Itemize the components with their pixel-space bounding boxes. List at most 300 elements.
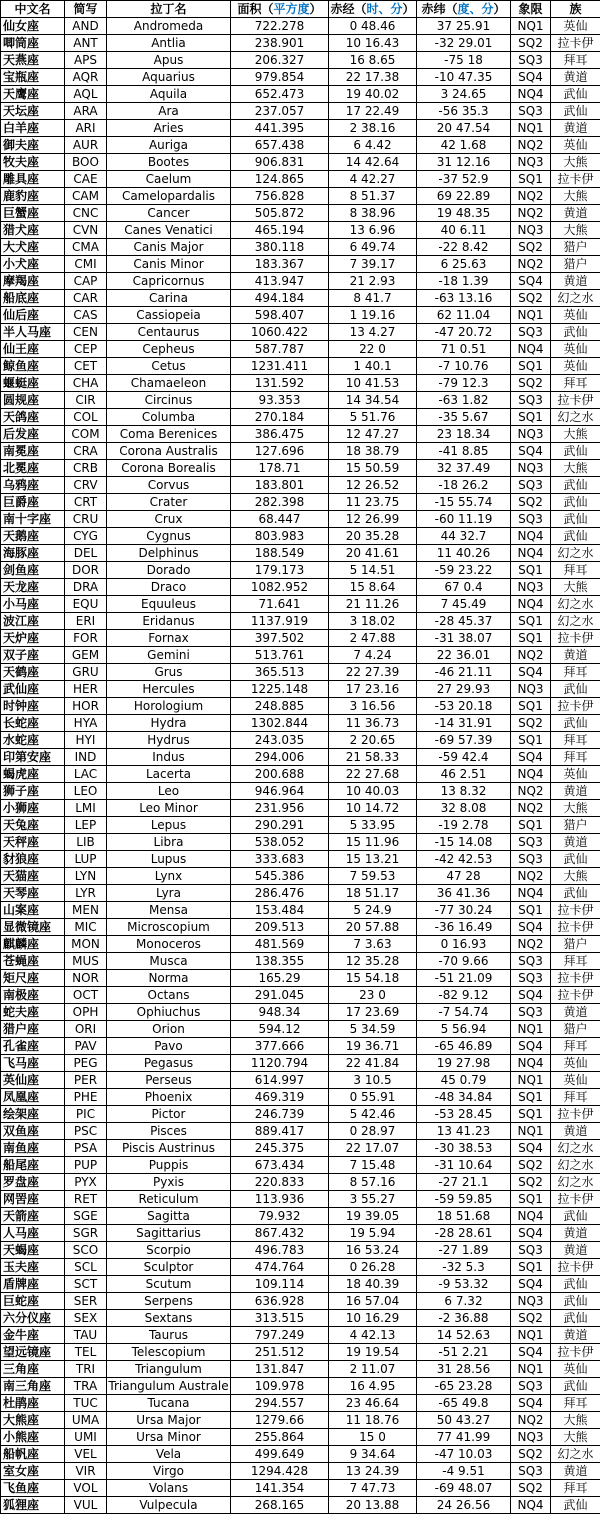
declination-cell: -48 34.84 (417, 1089, 511, 1106)
right-ascension-cell: 5 42.46 (329, 1106, 417, 1123)
right-ascension-cell: 12 26.52 (329, 477, 417, 494)
area-cell: 386.475 (231, 426, 329, 443)
abbreviation-cell: RET (65, 1191, 107, 1208)
chinese-name-cell: 巨蛇座 (1, 1293, 65, 1310)
quadrant-cell: NQ3 (511, 1293, 551, 1310)
area-cell: 255.864 (231, 1429, 329, 1446)
chinese-name-cell: 船底座 (1, 290, 65, 307)
chinese-name-cell: 猎犬座 (1, 222, 65, 239)
quadrant-cell: NQ2 (511, 1412, 551, 1429)
quadrant-cell: NQ2 (511, 256, 551, 273)
latin-name-cell: Draco (107, 579, 231, 596)
chinese-name-cell: 六分仪座 (1, 1310, 65, 1327)
abbreviation-cell: CYG (65, 528, 107, 545)
right-ascension-cell: 11 36.73 (329, 715, 417, 732)
family-cell: 武仙 (551, 1276, 600, 1293)
area-cell: 251.512 (231, 1344, 329, 1361)
table-row (1, 256, 600, 273)
declination-cell: -70 9.66 (417, 953, 511, 970)
right-ascension-cell: 19 5.94 (329, 1225, 417, 1242)
declination-cell: 13 41.23 (417, 1123, 511, 1140)
area-cell: 365.513 (231, 664, 329, 681)
declination-cell: 69 22.89 (417, 188, 511, 205)
family-cell: 拉卡伊 (551, 1344, 600, 1361)
table-row (1, 953, 600, 970)
area-cell: 294.006 (231, 749, 329, 766)
declination-cell: -28 45.37 (417, 613, 511, 630)
latin-name-cell: Corona Australis (107, 443, 231, 460)
quadrant-cell: NQ2 (511, 868, 551, 885)
family-cell: 大熊 (551, 1429, 600, 1446)
abbreviation-cell: ARA (65, 103, 107, 120)
right-ascension-cell: 21 11.26 (329, 596, 417, 613)
family-cell: 大熊 (551, 154, 600, 171)
quadrant-cell: NQ1 (511, 1072, 551, 1089)
table-row (1, 171, 600, 188)
right-ascension-cell: 7 59.53 (329, 868, 417, 885)
chinese-name-cell: 船帆座 (1, 1446, 65, 1463)
area-cell: 594.12 (231, 1021, 329, 1038)
right-ascension-cell: 6 4.42 (329, 137, 417, 154)
abbreviation-cell: PSA (65, 1140, 107, 1157)
latin-name-cell: Canis Major (107, 239, 231, 256)
quadrant-cell: SQ3 (511, 477, 551, 494)
right-ascension-cell: 21 58.33 (329, 749, 417, 766)
declination-cell: 37 25.91 (417, 18, 511, 35)
declination-cell: 71 0.51 (417, 341, 511, 358)
area-cell: 270.184 (231, 409, 329, 426)
declination-cell: -18 1.39 (417, 273, 511, 290)
family-cell: 大熊 (551, 868, 600, 885)
latin-name-cell: Canes Venatici (107, 222, 231, 239)
latin-name-cell: Leo Minor (107, 800, 231, 817)
family-cell: 拜耳 (551, 732, 600, 749)
family-cell: 武仙 (551, 443, 600, 460)
chinese-name-cell: 蝘蜓座 (1, 375, 65, 392)
declination-cell: -47 10.03 (417, 1446, 511, 1463)
header-chinese-name: 中文名 (1, 1, 65, 18)
declination-cell: -15 14.08 (417, 834, 511, 851)
chinese-name-cell: 雕具座 (1, 171, 65, 188)
chinese-name-cell: 蝎虎座 (1, 766, 65, 783)
abbreviation-cell: SCT (65, 1276, 107, 1293)
declination-cell: 24 26.56 (417, 1497, 511, 1514)
area-cell: 246.739 (231, 1106, 329, 1123)
table-row (1, 545, 600, 562)
area-cell: 494.184 (231, 290, 329, 307)
latin-name-cell: Sculptor (107, 1259, 231, 1276)
area-cell: 598.407 (231, 307, 329, 324)
quadrant-cell: SQ1 (511, 409, 551, 426)
quadrant-cell: SQ3 (511, 1378, 551, 1395)
abbreviation-cell: LEO (65, 783, 107, 800)
table-row (1, 69, 600, 86)
area-cell: 499.649 (231, 1446, 329, 1463)
area-cell: 248.885 (231, 698, 329, 715)
family-cell: 英仙 (551, 307, 600, 324)
abbreviation-cell: SEX (65, 1310, 107, 1327)
declination-cell: -36 16.49 (417, 919, 511, 936)
area-cell: 127.696 (231, 443, 329, 460)
quadrant-cell: SQ3 (511, 511, 551, 528)
quadrant-cell: SQ2 (511, 715, 551, 732)
abbreviation-cell: TRA (65, 1378, 107, 1395)
table-row (1, 205, 600, 222)
area-cell: 333.683 (231, 851, 329, 868)
family-cell: 大熊 (551, 1412, 600, 1429)
area-cell: 797.249 (231, 1327, 329, 1344)
table-row (1, 1089, 600, 1106)
right-ascension-cell: 2 20.65 (329, 732, 417, 749)
right-ascension-cell: 1 40.1 (329, 358, 417, 375)
chinese-name-cell: 御夫座 (1, 137, 65, 154)
family-cell: 大熊 (551, 460, 600, 477)
latin-name-cell: Columba (107, 409, 231, 426)
chinese-name-cell: 天琴座 (1, 885, 65, 902)
declination-cell: -27 1.89 (417, 1242, 511, 1259)
abbreviation-cell: CMA (65, 239, 107, 256)
right-ascension-cell: 19 39.05 (329, 1208, 417, 1225)
abbreviation-cell: MUS (65, 953, 107, 970)
quadrant-cell: SQ2 (511, 375, 551, 392)
table-row (1, 511, 600, 528)
table-row (1, 766, 600, 783)
chinese-name-cell: 望远镜座 (1, 1344, 65, 1361)
chinese-name-cell: 小熊座 (1, 1429, 65, 1446)
quadrant-cell: SQ3 (511, 834, 551, 851)
table-row (1, 664, 600, 681)
declination-cell: 22 36.01 (417, 647, 511, 664)
abbreviation-cell: PHE (65, 1089, 107, 1106)
chinese-name-cell: 大熊座 (1, 1412, 65, 1429)
quadrant-cell: NQ4 (511, 1055, 551, 1072)
area-cell: 948.34 (231, 1004, 329, 1021)
table-row (1, 494, 600, 511)
right-ascension-cell: 12 26.99 (329, 511, 417, 528)
latin-name-cell: Reticulum (107, 1191, 231, 1208)
chinese-name-cell: 天坛座 (1, 103, 65, 120)
area-cell: 294.557 (231, 1395, 329, 1412)
latin-name-cell: Cygnus (107, 528, 231, 545)
right-ascension-cell: 20 57.88 (329, 919, 417, 936)
abbreviation-cell: CRT (65, 494, 107, 511)
quadrant-cell: NQ4 (511, 86, 551, 103)
chinese-name-cell: 罗盘座 (1, 1174, 65, 1191)
family-cell: 拜耳 (551, 1480, 600, 1497)
chinese-name-cell: 仙后座 (1, 307, 65, 324)
area-cell: 803.983 (231, 528, 329, 545)
chinese-name-cell: 水蛇座 (1, 732, 65, 749)
chinese-name-cell: 剑鱼座 (1, 562, 65, 579)
table-row (1, 52, 600, 69)
abbreviation-cell: PIC (65, 1106, 107, 1123)
area-cell: 413.947 (231, 273, 329, 290)
abbreviation-cell: TUC (65, 1395, 107, 1412)
chinese-name-cell: 巨爵座 (1, 494, 65, 511)
latin-name-cell: Perseus (107, 1072, 231, 1089)
table-row (1, 1395, 600, 1412)
right-ascension-cell: 3 18.02 (329, 613, 417, 630)
quadrant-cell: NQ3 (511, 1429, 551, 1446)
chinese-name-cell: 天燕座 (1, 52, 65, 69)
area-cell: 131.592 (231, 375, 329, 392)
table-row (1, 1378, 600, 1395)
chinese-name-cell: 南冕座 (1, 443, 65, 460)
right-ascension-cell: 18 38.79 (329, 443, 417, 460)
right-ascension-cell: 22 41.84 (329, 1055, 417, 1072)
area-cell: 165.29 (231, 970, 329, 987)
chinese-name-cell: 天鹅座 (1, 528, 65, 545)
quadrant-cell: NQ1 (511, 1123, 551, 1140)
area-cell: 465.194 (231, 222, 329, 239)
right-ascension-cell: 8 57.16 (329, 1174, 417, 1191)
right-ascension-cell: 3 10.5 (329, 1072, 417, 1089)
family-cell: 幻之水 (551, 1140, 600, 1157)
quadrant-cell: SQ3 (511, 52, 551, 69)
table-row (1, 1106, 600, 1123)
abbreviation-cell: ERI (65, 613, 107, 630)
family-cell: 武仙 (551, 681, 600, 698)
latin-name-cell: Horologium (107, 698, 231, 715)
chinese-name-cell: 武仙座 (1, 681, 65, 698)
right-ascension-cell: 7 47.73 (329, 1480, 417, 1497)
family-cell: 武仙 (551, 103, 600, 120)
table-row (1, 392, 600, 409)
table-row (1, 834, 600, 851)
latin-name-cell: Capricornus (107, 273, 231, 290)
declination-cell: 32 37.49 (417, 460, 511, 477)
table-row (1, 851, 600, 868)
quadrant-cell: SQ1 (511, 817, 551, 834)
area-cell: 441.395 (231, 120, 329, 137)
latin-name-cell: Antlia (107, 35, 231, 52)
area-cell: 141.354 (231, 1480, 329, 1497)
abbreviation-cell: LIB (65, 834, 107, 851)
family-cell: 武仙 (551, 86, 600, 103)
latin-name-cell: Caelum (107, 171, 231, 188)
latin-name-cell: Tucana (107, 1395, 231, 1412)
family-cell: 拉卡伊 (551, 1259, 600, 1276)
quadrant-cell: NQ4 (511, 545, 551, 562)
table-row (1, 341, 600, 358)
abbreviation-cell: CAS (65, 307, 107, 324)
table-row (1, 1361, 600, 1378)
abbreviation-cell: AQL (65, 86, 107, 103)
family-cell: 黄道 (551, 647, 600, 664)
header-area: 面积（平方度） (231, 1, 329, 18)
family-cell: 猎户 (551, 1021, 600, 1038)
family-cell: 大熊 (551, 579, 600, 596)
chinese-name-cell: 天箭座 (1, 1208, 65, 1225)
family-cell: 武仙 (551, 1310, 600, 1327)
chinese-name-cell: 三角座 (1, 1361, 65, 1378)
right-ascension-cell: 15 11.96 (329, 834, 417, 851)
table-row (1, 732, 600, 749)
chinese-name-cell: 印第安座 (1, 749, 65, 766)
declination-cell: -65 46.89 (417, 1038, 511, 1055)
area-cell: 109.114 (231, 1276, 329, 1293)
table-row (1, 1497, 600, 1514)
latin-name-cell: Orion (107, 1021, 231, 1038)
latin-name-cell: Auriga (107, 137, 231, 154)
abbreviation-cell: CEP (65, 341, 107, 358)
latin-name-cell: Serpens (107, 1293, 231, 1310)
family-cell: 武仙 (551, 511, 600, 528)
area-cell: 1302.844 (231, 715, 329, 732)
abbreviation-cell: ARI (65, 120, 107, 137)
quadrant-cell: NQ4 (511, 1208, 551, 1225)
latin-name-cell: Phoenix (107, 1089, 231, 1106)
family-cell: 拜耳 (551, 562, 600, 579)
right-ascension-cell: 12 47.27 (329, 426, 417, 443)
table-row (1, 613, 600, 630)
area-cell: 138.355 (231, 953, 329, 970)
quadrant-cell: SQ3 (511, 103, 551, 120)
family-cell: 拉卡伊 (551, 171, 600, 188)
table-row (1, 426, 600, 443)
header-latin-name: 拉丁名 (107, 1, 231, 18)
area-cell: 245.375 (231, 1140, 329, 1157)
latin-name-cell: Virgo (107, 1463, 231, 1480)
table-row (1, 902, 600, 919)
chinese-name-cell: 南鱼座 (1, 1140, 65, 1157)
table-row (1, 1004, 600, 1021)
area-cell: 1279.66 (231, 1412, 329, 1429)
declination-cell: -51 21.09 (417, 970, 511, 987)
latin-name-cell: Sagitta (107, 1208, 231, 1225)
abbreviation-cell: AUR (65, 137, 107, 154)
right-ascension-cell: 22 27.68 (329, 766, 417, 783)
quadrant-cell: SQ1 (511, 1106, 551, 1123)
quadrant-cell: SQ3 (511, 970, 551, 987)
abbreviation-cell: GRU (65, 664, 107, 681)
table-row (1, 1463, 600, 1480)
latin-name-cell: Eridanus (107, 613, 231, 630)
quadrant-cell: NQ4 (511, 1497, 551, 1514)
quadrant-cell: NQ3 (511, 222, 551, 239)
quadrant-cell: SQ4 (511, 1344, 551, 1361)
right-ascension-cell: 12 35.28 (329, 953, 417, 970)
area-cell: 474.764 (231, 1259, 329, 1276)
right-ascension-cell: 9 34.64 (329, 1446, 417, 1463)
family-cell: 武仙 (551, 494, 600, 511)
area-cell: 131.847 (231, 1361, 329, 1378)
latin-name-cell: Puppis (107, 1157, 231, 1174)
abbreviation-cell: MIC (65, 919, 107, 936)
quadrant-cell: SQ4 (511, 1140, 551, 1157)
abbreviation-cell: UMI (65, 1429, 107, 1446)
area-cell: 979.854 (231, 69, 329, 86)
latin-name-cell: Aries (107, 120, 231, 137)
table-row (1, 647, 600, 664)
area-cell: 946.964 (231, 783, 329, 800)
latin-name-cell: Scorpio (107, 1242, 231, 1259)
abbreviation-cell: LYN (65, 868, 107, 885)
declination-cell: -18 26.2 (417, 477, 511, 494)
quadrant-cell: SQ4 (511, 1395, 551, 1412)
chinese-name-cell: 船尾座 (1, 1157, 65, 1174)
declination-cell: -19 2.78 (417, 817, 511, 834)
quadrant-cell: SQ1 (511, 698, 551, 715)
quadrant-cell: SQ1 (511, 902, 551, 919)
declination-cell: 19 48.35 (417, 205, 511, 222)
quadrant-cell: NQ3 (511, 460, 551, 477)
family-cell: 武仙 (551, 1293, 600, 1310)
abbreviation-cell: SCL (65, 1259, 107, 1276)
family-cell: 猎户 (551, 239, 600, 256)
area-cell: 505.872 (231, 205, 329, 222)
table-row (1, 681, 600, 698)
abbreviation-cell: DEL (65, 545, 107, 562)
chinese-name-cell: 显微镜座 (1, 919, 65, 936)
declination-cell: -22 8.42 (417, 239, 511, 256)
right-ascension-cell: 5 34.59 (329, 1021, 417, 1038)
right-ascension-cell: 22 17.07 (329, 1140, 417, 1157)
area-cell: 178.71 (231, 460, 329, 477)
right-ascension-cell: 13 24.39 (329, 1463, 417, 1480)
table-row (1, 1123, 600, 1140)
latin-name-cell: Vela (107, 1446, 231, 1463)
declination-cell: 20 47.54 (417, 120, 511, 137)
right-ascension-cell: 2 38.16 (329, 120, 417, 137)
quadrant-cell: NQ4 (511, 528, 551, 545)
quadrant-cell: NQ2 (511, 205, 551, 222)
quadrant-cell: NQ1 (511, 18, 551, 35)
latin-name-cell: Centaurus (107, 324, 231, 341)
abbreviation-cell: CET (65, 358, 107, 375)
table-row (1, 1327, 600, 1344)
area-cell: 313.515 (231, 1310, 329, 1327)
right-ascension-cell: 20 41.61 (329, 545, 417, 562)
latin-name-cell: Aquarius (107, 69, 231, 86)
latin-name-cell: Bootes (107, 154, 231, 171)
table-row (1, 222, 600, 239)
declination-cell: -42 42.53 (417, 851, 511, 868)
family-cell: 大熊 (551, 800, 600, 817)
latin-name-cell: Corona Borealis (107, 460, 231, 477)
right-ascension-cell: 5 14.51 (329, 562, 417, 579)
table-row (1, 154, 600, 171)
latin-name-cell: Libra (107, 834, 231, 851)
quadrant-cell: NQ1 (511, 1327, 551, 1344)
abbreviation-cell: DOR (65, 562, 107, 579)
latin-name-cell: Circinus (107, 392, 231, 409)
quadrant-cell: NQ2 (511, 188, 551, 205)
table-row (1, 1293, 600, 1310)
abbreviation-cell: MEN (65, 902, 107, 919)
abbreviation-cell: ANT (65, 35, 107, 52)
declination-cell: -37 52.9 (417, 171, 511, 188)
chinese-name-cell: 凤凰座 (1, 1089, 65, 1106)
abbreviation-cell: CVN (65, 222, 107, 239)
right-ascension-cell: 18 40.39 (329, 1276, 417, 1293)
latin-name-cell: Dorado (107, 562, 231, 579)
quadrant-cell: SQ4 (511, 749, 551, 766)
latin-name-cell: Hydra (107, 715, 231, 732)
quadrant-cell: SQ2 (511, 494, 551, 511)
right-ascension-cell: 19 19.54 (329, 1344, 417, 1361)
table-row (1, 1242, 600, 1259)
right-ascension-cell: 0 28.97 (329, 1123, 417, 1140)
table-row (1, 987, 600, 1004)
latin-name-cell: Taurus (107, 1327, 231, 1344)
area-cell: 109.978 (231, 1378, 329, 1395)
abbreviation-cell: SGR (65, 1225, 107, 1242)
chinese-name-cell: 小马座 (1, 596, 65, 613)
family-cell: 英仙 (551, 766, 600, 783)
table-row (1, 477, 600, 494)
table-row (1, 103, 600, 120)
